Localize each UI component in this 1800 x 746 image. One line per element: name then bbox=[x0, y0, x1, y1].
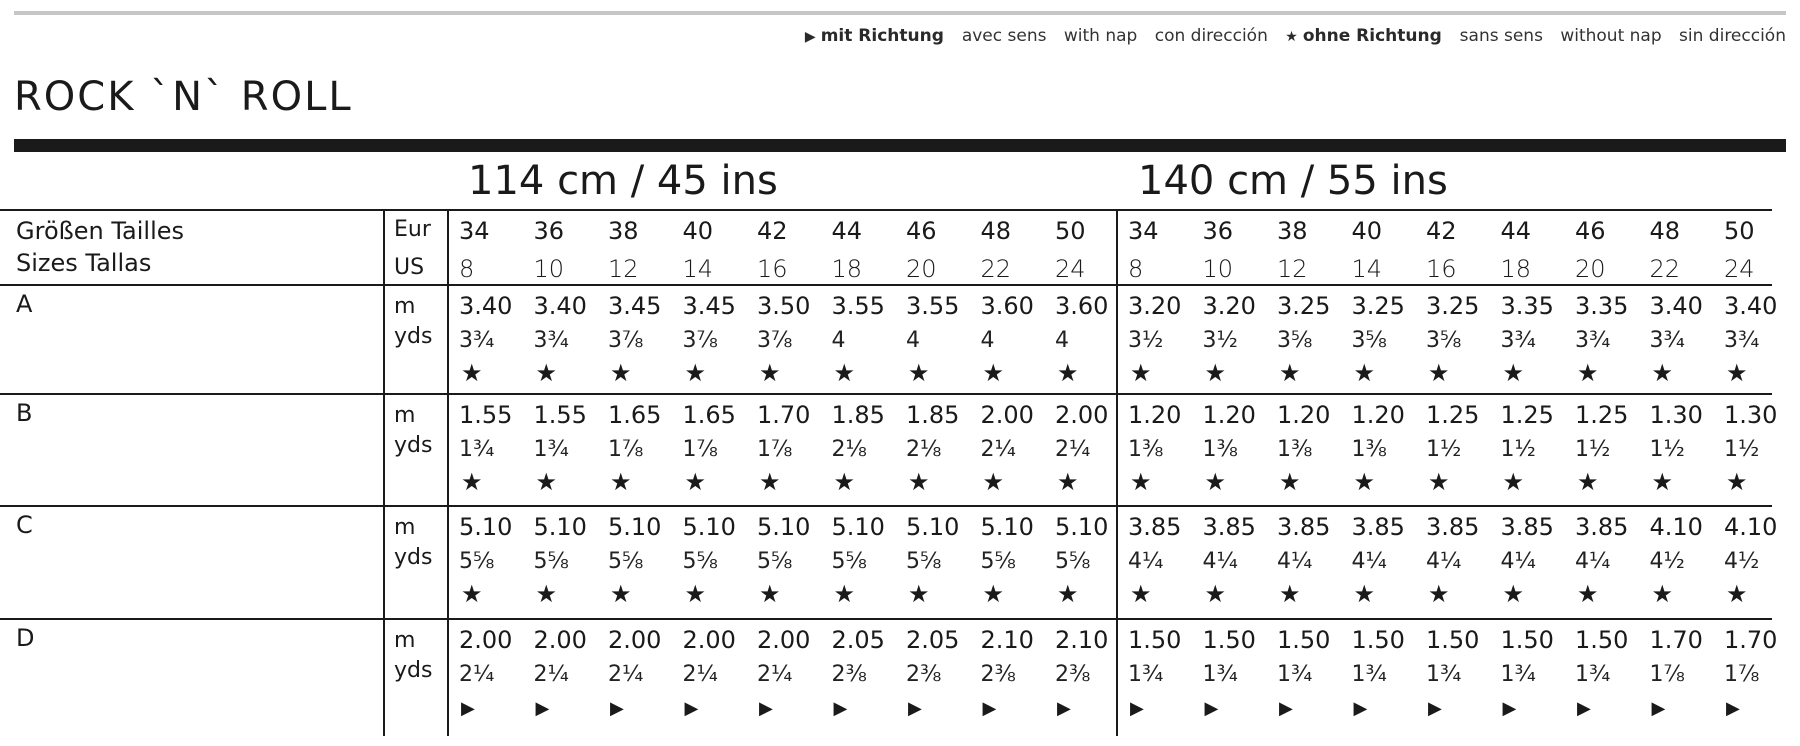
fabric-width-114: 114 cm / 45 ins bbox=[468, 158, 778, 204]
nap-legend bbox=[793, 26, 1786, 46]
with-nap-icon: ▶ bbox=[535, 698, 550, 719]
metric-value: 3.50 bbox=[757, 292, 811, 320]
view-label: C bbox=[16, 511, 33, 539]
with-nap-icon: ▶ bbox=[684, 698, 699, 719]
width-group-divider bbox=[1116, 209, 1118, 736]
metric-value: 5.10 bbox=[1055, 513, 1109, 541]
yards-value: 3¾ bbox=[1500, 328, 1536, 353]
yards-value: 1⅜ bbox=[1128, 437, 1164, 462]
with-nap-icon: ▶ bbox=[1353, 698, 1368, 719]
metric-value: 1.50 bbox=[1351, 626, 1405, 654]
yards-value: 4 bbox=[906, 328, 920, 353]
with-nap-icon: ▶ bbox=[982, 698, 997, 719]
yards-value: 1¾ bbox=[459, 437, 495, 462]
us-size: 24 bbox=[1055, 255, 1086, 283]
us-size: 14 bbox=[682, 255, 714, 283]
without-nap-icon: ★ bbox=[1502, 580, 1525, 608]
eur-size: 36 bbox=[533, 217, 565, 245]
yards-value: 1¾ bbox=[1277, 662, 1313, 687]
metric-value: 2.00 bbox=[608, 626, 662, 654]
without-nap-icon: ★ bbox=[1353, 580, 1376, 608]
yards-value: 2⅜ bbox=[906, 662, 942, 687]
yards-value: 2¼ bbox=[533, 662, 569, 687]
yards-value: 5⅝ bbox=[980, 549, 1016, 574]
size-header-label: Sizes Tallas bbox=[16, 249, 152, 277]
view-label: A bbox=[16, 290, 33, 318]
yards-value: 5⅝ bbox=[459, 549, 495, 574]
metric-value: 3.85 bbox=[1202, 513, 1256, 541]
metric-value: 3.85 bbox=[1426, 513, 1480, 541]
yards-value: 5⅝ bbox=[533, 549, 569, 574]
eur-size: 40 bbox=[1351, 217, 1383, 245]
metric-value: 5.10 bbox=[757, 513, 811, 541]
without-nap-icon: ★ bbox=[1204, 359, 1227, 387]
metric-value: 3.85 bbox=[1575, 513, 1629, 541]
metric-value: 3.85 bbox=[1128, 513, 1182, 541]
metric-value: 3.35 bbox=[1575, 292, 1629, 320]
yards-value: 3¾ bbox=[1724, 328, 1760, 353]
metric-value: 2.00 bbox=[1055, 401, 1109, 429]
us-size: 16 bbox=[757, 255, 788, 283]
without-nap-icon: ★ bbox=[1651, 580, 1674, 608]
yards-value: 3¾ bbox=[1575, 328, 1611, 353]
metric-value: 5.10 bbox=[459, 513, 513, 541]
metric-value: 3.20 bbox=[1128, 292, 1182, 320]
with-nap-icon: ▶ bbox=[759, 698, 773, 719]
us-size: 22 bbox=[1649, 255, 1681, 283]
yards-value: 4 bbox=[831, 328, 846, 353]
without-nap-icon: ★ bbox=[461, 468, 483, 496]
metric-value: 1.50 bbox=[1575, 626, 1629, 654]
metric-value: 2.00 bbox=[980, 401, 1034, 429]
yards-value: 1½ bbox=[1724, 437, 1760, 462]
without-nap-translation: sans sens bbox=[1459, 26, 1543, 46]
yards-unit-label: yds bbox=[394, 433, 433, 458]
yards-value: 3⅞ bbox=[682, 328, 718, 353]
metric-value: 1.30 bbox=[1649, 401, 1703, 429]
without-nap-icon: ★ bbox=[535, 580, 558, 608]
us-size: 14 bbox=[1351, 255, 1383, 283]
yards-value: 1½ bbox=[1500, 437, 1536, 462]
metric-value: 1.65 bbox=[682, 401, 736, 429]
us-size: 8 bbox=[1128, 255, 1144, 283]
metric-value: 1.50 bbox=[1277, 626, 1331, 654]
metric-value: 2.00 bbox=[459, 626, 513, 654]
metric-unit-label: m bbox=[394, 515, 416, 540]
without-nap-icon: ★ bbox=[759, 359, 781, 387]
yards-value: 1¾ bbox=[1128, 662, 1164, 687]
without-nap-icon: ★ bbox=[982, 468, 1005, 496]
us-size: 12 bbox=[608, 255, 639, 283]
with-nap-icon: ▶ bbox=[833, 698, 848, 719]
metric-value: 5.10 bbox=[608, 513, 662, 541]
yards-value: 3½ bbox=[1202, 328, 1238, 353]
table-rule bbox=[0, 209, 1772, 211]
with-nap-label: mit Richtung bbox=[820, 26, 944, 46]
yards-value: 2⅛ bbox=[906, 437, 942, 462]
eur-size: 48 bbox=[980, 217, 1012, 245]
without-nap-icon: ★ bbox=[684, 359, 707, 387]
metric-value: 3.25 bbox=[1351, 292, 1405, 320]
yards-value: 3¾ bbox=[1649, 328, 1685, 353]
eur-size: 44 bbox=[831, 217, 863, 245]
yards-value: 4¼ bbox=[1500, 549, 1536, 574]
yards-value: 4¼ bbox=[1202, 549, 1238, 574]
eur-size: 34 bbox=[1128, 217, 1159, 245]
without-nap-icon: ★ bbox=[535, 468, 558, 496]
metric-value: 5.10 bbox=[906, 513, 960, 541]
without-nap-icon: ★ bbox=[1428, 359, 1450, 387]
metric-value: 1.50 bbox=[1426, 626, 1480, 654]
yards-value: 3½ bbox=[1128, 328, 1164, 353]
without-nap-icon: ★ bbox=[535, 359, 558, 387]
without-nap-icon: ★ bbox=[1057, 580, 1079, 608]
with-nap-icon: ▶ bbox=[1577, 698, 1591, 719]
metric-value: 1.50 bbox=[1500, 626, 1554, 654]
metric-value: 3.60 bbox=[1055, 292, 1109, 320]
without-nap-icon: ★ bbox=[908, 359, 930, 387]
without-nap-icon: ★ bbox=[1279, 359, 1301, 387]
without-nap-icon: ★ bbox=[461, 359, 483, 387]
with-nap-icon: ▶ bbox=[461, 698, 475, 719]
yards-value: 2⅛ bbox=[831, 437, 867, 462]
without-nap-icon: ★ bbox=[982, 359, 1005, 387]
with-nap-icon: ▶ bbox=[1204, 698, 1219, 719]
metric-unit-label: m bbox=[394, 628, 416, 653]
eur-label: Eur bbox=[394, 217, 431, 242]
metric-value: 3.45 bbox=[682, 292, 736, 320]
metric-value: 1.85 bbox=[906, 401, 960, 429]
without-nap-icon: ★ bbox=[1577, 580, 1599, 608]
title-divider bbox=[14, 139, 1786, 152]
metric-value: 1.65 bbox=[608, 401, 662, 429]
with-nap-icon: ▶ bbox=[1502, 698, 1517, 719]
yards-value: 5⅝ bbox=[831, 549, 867, 574]
yards-value: 3¾ bbox=[459, 328, 495, 353]
metric-value: 1.25 bbox=[1500, 401, 1554, 429]
metric-value: 1.70 bbox=[1649, 626, 1703, 654]
without-nap-icon: ★ bbox=[833, 468, 856, 496]
yards-unit-label: yds bbox=[394, 658, 433, 683]
yards-value: 2¼ bbox=[1055, 437, 1091, 462]
yards-value: 4 bbox=[980, 328, 995, 353]
without-nap-icon: ★ bbox=[908, 580, 930, 608]
eur-size: 44 bbox=[1500, 217, 1532, 245]
with-nap-icon: ▶ bbox=[1279, 698, 1293, 719]
yards-value: 3⅞ bbox=[757, 328, 793, 353]
yards-value: 1¾ bbox=[1202, 662, 1238, 687]
metric-value: 1.20 bbox=[1202, 401, 1256, 429]
yards-value: 4¼ bbox=[1128, 549, 1164, 574]
us-size: 20 bbox=[1575, 255, 1606, 283]
yards-value: 4¼ bbox=[1277, 549, 1313, 574]
yards-value: 2¼ bbox=[757, 662, 793, 687]
with-nap-icon: ▶ bbox=[1651, 698, 1666, 719]
metric-value: 1.25 bbox=[1426, 401, 1480, 429]
metric-value: 3.40 bbox=[1649, 292, 1703, 320]
yards-value: 1⅞ bbox=[608, 437, 644, 462]
yards-value: 4¼ bbox=[1426, 549, 1462, 574]
without-nap-legend bbox=[1285, 26, 1447, 46]
metric-value: 1.70 bbox=[757, 401, 811, 429]
metric-value: 3.20 bbox=[1202, 292, 1256, 320]
metric-value: 3.40 bbox=[459, 292, 513, 320]
without-nap-icon: ★ bbox=[1057, 359, 1079, 387]
metric-unit-label: m bbox=[394, 294, 416, 319]
without-nap-icon: ★ bbox=[759, 468, 781, 496]
metric-value: 5.10 bbox=[980, 513, 1034, 541]
yards-value: 1¾ bbox=[1575, 662, 1611, 687]
eur-size: 46 bbox=[1575, 217, 1606, 245]
yards-value: 1½ bbox=[1649, 437, 1685, 462]
yards-value: 2⅜ bbox=[980, 662, 1016, 687]
yards-value: 1¾ bbox=[1426, 662, 1462, 687]
yards-value: 2¼ bbox=[608, 662, 644, 687]
yards-value: 2⅜ bbox=[831, 662, 867, 687]
eur-size: 40 bbox=[682, 217, 714, 245]
without-nap-icon: ★ bbox=[1204, 580, 1227, 608]
metric-value: 3.85 bbox=[1277, 513, 1331, 541]
with-nap-icon: ▶ bbox=[908, 698, 922, 719]
metric-value: 3.40 bbox=[533, 292, 587, 320]
metric-value: 1.25 bbox=[1575, 401, 1629, 429]
metric-value: 2.00 bbox=[533, 626, 587, 654]
with-nap-icon: ▶ bbox=[1057, 698, 1071, 719]
without-nap-icon: ★ bbox=[1651, 468, 1674, 496]
yards-value: 2¼ bbox=[682, 662, 718, 687]
without-nap-icon: ★ bbox=[684, 580, 707, 608]
metric-value: 3.25 bbox=[1426, 292, 1480, 320]
eur-size: 42 bbox=[757, 217, 788, 245]
yards-value: 4¼ bbox=[1575, 549, 1611, 574]
metric-value: 3.85 bbox=[1500, 513, 1554, 541]
metric-value: 1.30 bbox=[1724, 401, 1778, 429]
label-column-divider bbox=[383, 209, 385, 736]
eur-size: 46 bbox=[906, 217, 937, 245]
with-nap-symbol: ▶ bbox=[804, 29, 816, 45]
yards-value: 1⅞ bbox=[1724, 662, 1760, 687]
without-nap-icon: ★ bbox=[1057, 468, 1079, 496]
metric-value: 1.50 bbox=[1128, 626, 1182, 654]
metric-value: 5.10 bbox=[831, 513, 885, 541]
us-size: 18 bbox=[1500, 255, 1532, 283]
yards-value: 4 bbox=[1055, 328, 1069, 353]
metric-value: 1.20 bbox=[1277, 401, 1331, 429]
metric-value: 2.05 bbox=[906, 626, 960, 654]
yards-value: 4½ bbox=[1649, 549, 1685, 574]
metric-value: 1.20 bbox=[1351, 401, 1405, 429]
yards-value: 2¼ bbox=[459, 662, 495, 687]
with-nap-icon: ▶ bbox=[610, 698, 624, 719]
without-nap-icon: ★ bbox=[1651, 359, 1674, 387]
without-nap-icon: ★ bbox=[1130, 468, 1152, 496]
us-size: 12 bbox=[1277, 255, 1308, 283]
us-size: 22 bbox=[980, 255, 1012, 283]
metric-value: 3.55 bbox=[831, 292, 885, 320]
us-size: 10 bbox=[1202, 255, 1234, 283]
yards-value: 1⅞ bbox=[757, 437, 793, 462]
fabric-width-140: 140 cm / 55 ins bbox=[1138, 158, 1448, 204]
yards-value: 3⅝ bbox=[1426, 328, 1462, 353]
without-nap-icon: ★ bbox=[610, 468, 632, 496]
metric-value: 2.05 bbox=[831, 626, 885, 654]
metric-value: 3.60 bbox=[980, 292, 1034, 320]
us-size: 20 bbox=[906, 255, 937, 283]
without-nap-icon: ★ bbox=[1279, 468, 1301, 496]
metric-value: 1.55 bbox=[533, 401, 587, 429]
eur-size: 50 bbox=[1724, 217, 1755, 245]
without-nap-icon: ★ bbox=[982, 580, 1005, 608]
without-nap-icon: ★ bbox=[1428, 468, 1450, 496]
eur-size: 48 bbox=[1649, 217, 1681, 245]
yards-value: 1¾ bbox=[533, 437, 569, 462]
without-nap-icon: ★ bbox=[461, 580, 483, 608]
yards-value: 3¾ bbox=[533, 328, 569, 353]
yards-value: 5⅝ bbox=[682, 549, 718, 574]
yards-value: 5⅝ bbox=[608, 549, 644, 574]
without-nap-icon: ★ bbox=[833, 580, 856, 608]
with-nap-icon: ▶ bbox=[1428, 698, 1442, 719]
without-nap-icon: ★ bbox=[1577, 359, 1599, 387]
eur-size: 42 bbox=[1426, 217, 1457, 245]
metric-value: 5.10 bbox=[682, 513, 736, 541]
us-size: 24 bbox=[1724, 255, 1755, 283]
top-divider bbox=[14, 11, 1786, 15]
without-nap-icon: ★ bbox=[1353, 359, 1376, 387]
without-nap-icon: ★ bbox=[833, 359, 856, 387]
size-header-label: Größen Tailles bbox=[16, 217, 185, 245]
table-rule bbox=[0, 393, 1772, 395]
yards-value: 1½ bbox=[1426, 437, 1462, 462]
without-nap-icon: ★ bbox=[759, 580, 781, 608]
metric-value: 2.00 bbox=[757, 626, 811, 654]
eur-size: 38 bbox=[1277, 217, 1308, 245]
yards-value: 2¼ bbox=[980, 437, 1016, 462]
without-nap-icon: ★ bbox=[1577, 468, 1599, 496]
yards-value: 4¼ bbox=[1351, 549, 1387, 574]
without-nap-translation: sin dirección bbox=[1679, 26, 1786, 46]
with-nap-translation: con dirección bbox=[1154, 26, 1268, 46]
yards-value: 3⅝ bbox=[1277, 328, 1313, 353]
us-size: 10 bbox=[533, 255, 565, 283]
yards-unit-label: yds bbox=[394, 324, 433, 349]
metric-value: 2.10 bbox=[1055, 626, 1109, 654]
metric-value: 1.85 bbox=[831, 401, 885, 429]
yards-value: 1⅞ bbox=[1649, 662, 1685, 687]
yards-value: 4½ bbox=[1724, 549, 1760, 574]
metric-unit-label: m bbox=[394, 403, 416, 428]
yards-value: 1¾ bbox=[1351, 662, 1387, 687]
metric-value: 1.50 bbox=[1202, 626, 1256, 654]
metric-value: 4.10 bbox=[1724, 513, 1778, 541]
us-size: 18 bbox=[831, 255, 863, 283]
us-size: 16 bbox=[1426, 255, 1457, 283]
metric-value: 1.20 bbox=[1128, 401, 1182, 429]
metric-value: 2.00 bbox=[682, 626, 736, 654]
yards-value: 1¾ bbox=[1500, 662, 1536, 687]
yards-value: 5⅝ bbox=[1055, 549, 1091, 574]
without-nap-icon: ★ bbox=[684, 468, 707, 496]
yards-value: 3⅝ bbox=[1351, 328, 1387, 353]
metric-value: 1.70 bbox=[1724, 626, 1778, 654]
without-nap-icon: ★ bbox=[1502, 468, 1525, 496]
without-nap-icon: ★ bbox=[1502, 359, 1525, 387]
with-nap-translation: with nap bbox=[1063, 26, 1138, 46]
metric-value: 3.55 bbox=[906, 292, 960, 320]
metric-value: 2.10 bbox=[980, 626, 1034, 654]
without-nap-symbol: ★ bbox=[1285, 29, 1298, 45]
view-label: D bbox=[16, 624, 35, 652]
metric-value: 3.25 bbox=[1277, 292, 1331, 320]
eur-size: 50 bbox=[1055, 217, 1086, 245]
without-nap-icon: ★ bbox=[1353, 468, 1376, 496]
without-nap-icon: ★ bbox=[1726, 359, 1748, 387]
without-nap-icon: ★ bbox=[1204, 468, 1227, 496]
yards-value: 1⅜ bbox=[1202, 437, 1238, 462]
without-nap-translation: without nap bbox=[1560, 26, 1662, 46]
yards-value: 1⅜ bbox=[1351, 437, 1387, 462]
eur-size: 34 bbox=[459, 217, 490, 245]
yards-value: 2⅜ bbox=[1055, 662, 1091, 687]
without-nap-icon: ★ bbox=[1279, 580, 1301, 608]
yards-value: 3⅞ bbox=[608, 328, 644, 353]
us-size: 8 bbox=[459, 255, 475, 283]
table-rule bbox=[0, 618, 1772, 620]
without-nap-icon: ★ bbox=[1428, 580, 1450, 608]
metric-value: 3.35 bbox=[1500, 292, 1554, 320]
unit-column-divider bbox=[447, 209, 449, 736]
without-nap-icon: ★ bbox=[908, 468, 930, 496]
metric-value: 4.10 bbox=[1649, 513, 1703, 541]
with-nap-icon: ▶ bbox=[1130, 698, 1144, 719]
table-rule bbox=[0, 284, 1772, 286]
eur-size: 38 bbox=[608, 217, 639, 245]
us-label: US bbox=[394, 255, 425, 280]
yards-value: 5⅝ bbox=[757, 549, 793, 574]
table-rule bbox=[0, 505, 1772, 507]
metric-value: 5.10 bbox=[533, 513, 587, 541]
yards-value: 5⅝ bbox=[906, 549, 942, 574]
without-nap-icon: ★ bbox=[1130, 359, 1152, 387]
with-nap-icon: ▶ bbox=[1726, 698, 1740, 719]
view-label: B bbox=[16, 399, 33, 427]
without-nap-label: ohne Richtung bbox=[1302, 26, 1442, 46]
eur-size: 36 bbox=[1202, 217, 1234, 245]
yards-unit-label: yds bbox=[394, 545, 433, 570]
without-nap-icon: ★ bbox=[610, 580, 632, 608]
without-nap-icon: ★ bbox=[610, 359, 632, 387]
metric-value: 1.55 bbox=[459, 401, 513, 429]
yards-value: 1½ bbox=[1575, 437, 1611, 462]
with-nap-translation: avec sens bbox=[961, 26, 1047, 46]
metric-value: 3.85 bbox=[1351, 513, 1405, 541]
metric-value: 3.45 bbox=[608, 292, 662, 320]
without-nap-icon: ★ bbox=[1130, 580, 1152, 608]
without-nap-icon: ★ bbox=[1726, 580, 1748, 608]
metric-value: 3.40 bbox=[1724, 292, 1778, 320]
pattern-title: ROCK `N` ROLL bbox=[14, 74, 353, 120]
yards-value: 1⅞ bbox=[682, 437, 718, 462]
yards-value: 1⅜ bbox=[1277, 437, 1313, 462]
with-nap-legend bbox=[805, 26, 950, 46]
without-nap-icon: ★ bbox=[1726, 468, 1748, 496]
